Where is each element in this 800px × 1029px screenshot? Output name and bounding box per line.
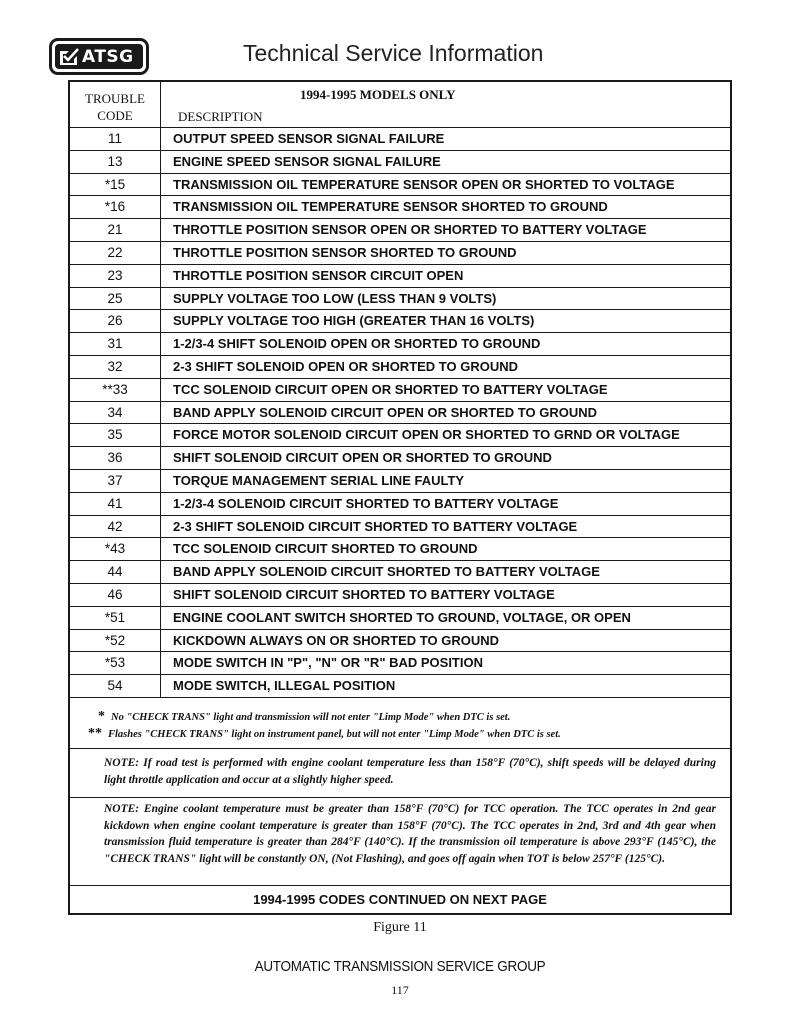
trouble-code: *52 [104,632,126,648]
page-title: Technical Service Information [243,40,544,66]
table-bottom-border [70,697,730,698]
divider [70,885,730,886]
trouble-code: 42 [107,518,123,534]
code-description: SHIFT SOLENOID CIRCUIT OPEN OR SHORTED TO GROUND [173,450,552,466]
table-row [70,674,730,697]
header-description: DESCRIPTION [178,109,263,124]
logo-text: ATSG [82,46,134,67]
code-description: TRANSMISSION OIL TEMPERATURE SENSOR SHORTED TO GROUND [173,199,608,215]
trouble-code: 46 [107,586,123,602]
table-row [70,515,730,538]
header-code-line2: CODE [97,108,133,123]
trouble-code: *53 [104,655,126,671]
table-row [70,651,730,674]
table-row [70,309,730,332]
code-description: THROTTLE POSITION SENSOR CIRCUIT OPEN [173,267,464,283]
trouble-code: 35 [107,427,123,443]
trouble-code: *51 [104,609,126,625]
trouble-code: 31 [107,336,123,352]
code-description: SUPPLY VOLTAGE TOO HIGH (GREATER THAN 16 VOLTS) [173,313,535,329]
trouble-code: 37 [107,472,123,488]
table-row [70,218,730,241]
note-tcc-operation: NOTE: Engine coolant temperature must be greater than 158°F (70°C) for TCC operation. The TCC operates in 2nd gear kickdown when engine coolant temperature is greater than 158°F (70°C). The TCC operates in 2nd, 3rd and 4th gear when transmission fluid temperature is greater than 284°F (140°C). If the transmission oil temperature is above 293°F (145°C), the "CHECK TRANS" light will be constantly ON, (Not Flashing), and goes off again when TOT is below 257°F (125°C). [104,803,716,865]
trouble-code: 22 [107,244,123,260]
code-description: SUPPLY VOLTAGE TOO LOW (LESS THAN 9 VOLTS) [173,290,497,306]
note-road-test: NOTE: If road test is performed with engine coolant temperature less than 158°F (70°C), shift speeds will be delayed during light throttle application and occur at a slightly higher speed. [104,757,716,786]
trouble-code: 23 [107,267,123,283]
footnote-double-star [88,726,561,742]
code-description: SHIFT SOLENOID CIRCUIT SHORTED TO BATTERY VOLTAGE [173,586,555,602]
table-row [70,469,730,492]
table-row [70,423,730,446]
trouble-code: 44 [107,564,123,580]
trouble-code: 26 [107,313,123,329]
table-row [70,537,730,560]
checkmark-icon [59,48,79,66]
code-description: KICKDOWN ALWAYS ON OR SHORTED TO GROUND [173,632,499,648]
code-description: BAND APPLY SOLENOID CIRCUIT OPEN OR SHORTED TO GROUND [173,404,597,420]
table-row [70,378,730,401]
header-trouble-code [70,90,160,124]
footnote-text: No "CHECK TRANS" light and transmission will not enter "Limp Mode" when DTC is set. [111,712,511,723]
table-row [70,332,730,355]
table-row [70,560,730,583]
table-row [70,150,730,173]
code-description: OUTPUT SPEED SENSOR SIGNAL FAILURE [173,131,445,146]
table-body [70,127,730,698]
table-row [70,264,730,287]
header-code-line1: TROUBLE [85,91,145,106]
header-models: 1994-1995 MODELS ONLY [300,87,456,102]
table-row [70,446,730,469]
code-description: 1-2/3-4 SHIFT SOLENOID OPEN OR SHORTED TO GROUND [173,336,541,352]
trouble-code: *16 [104,199,126,215]
trouble-code: 41 [107,495,123,511]
code-description: FORCE MOTOR SOLENOID CIRCUIT OPEN OR SHORTED TO GRND OR VOLTAGE [173,427,680,443]
table-row [70,629,730,652]
trouble-code: 25 [107,290,123,306]
divider [70,748,730,749]
table-row [70,606,730,629]
code-description: THROTTLE POSITION SENSOR OPEN OR SHORTED TO BATTERY VOLTAGE [173,222,647,238]
page-number: 117 [391,983,409,997]
code-description: TCC SOLENOID CIRCUIT OPEN OR SHORTED TO BATTERY VOLTAGE [173,381,608,397]
trouble-code: 54 [107,678,123,694]
code-description: MODE SWITCH IN "P", "N" OR "R" BAD POSITION [173,655,483,671]
table-row [70,195,730,218]
trouble-code-table [68,80,732,915]
trouble-code: 32 [107,358,123,374]
code-description: 2-3 SHIFT SOLENOID CIRCUIT SHORTED TO BATTERY VOLTAGE [173,518,578,534]
trouble-code: 36 [107,450,123,466]
table-row [70,127,730,150]
trouble-code: 21 [107,222,123,238]
footnote-mark: * [98,709,105,724]
table-row [70,492,730,515]
table-row [70,173,730,196]
code-description: 1-2/3-4 SOLENOID CIRCUIT SHORTED TO BATTERY VOLTAGE [173,495,559,511]
table-row [70,287,730,310]
trouble-code: 13 [107,153,123,169]
code-description: MODE SWITCH, ILLEGAL POSITION [173,678,396,694]
figure-caption: Figure 11 [373,920,427,935]
atsg-logo [49,38,149,75]
code-description: THROTTLE POSITION SENSOR SHORTED TO GROUND [173,244,517,260]
footnote-text: Flashes "CHECK TRANS" light on instrument panel, but will not enter "Limp Mode" when DTC is set. [108,729,561,740]
trouble-code: **33 [102,381,128,397]
code-description: TCC SOLENOID CIRCUIT SHORTED TO GROUND [173,541,478,557]
table-row [70,583,730,606]
code-description: TRANSMISSION OIL TEMPERATURE SENSOR OPEN OR SHORTED TO VOLTAGE [173,176,675,192]
trouble-code: *43 [104,541,126,557]
trouble-code: 34 [107,404,123,420]
divider [70,797,730,798]
trouble-code: 11 [107,131,122,146]
table-row [70,401,730,424]
code-description: 2-3 SHIFT SOLENOID OPEN OR SHORTED TO GROUND [173,358,519,374]
code-description: BAND APPLY SOLENOID CIRCUIT SHORTED TO BATTERY VOLTAGE [173,564,600,580]
code-description: ENGINE COOLANT SWITCH SHORTED TO GROUND, VOLTAGE, OR OPEN [173,609,631,625]
footnote-single-star [98,709,510,725]
footnote-mark: ** [88,726,102,741]
continued-notice: 1994-1995 CODES CONTINUED ON NEXT PAGE [253,892,547,907]
table-row [70,241,730,264]
footer-organization: AUTOMATIC TRANSMISSION SERVICE GROUP [254,958,546,975]
trouble-code: *15 [104,176,126,192]
code-description: TORQUE MANAGEMENT SERIAL LINE FAULTY [173,472,465,488]
table-row [70,355,730,378]
code-description: ENGINE SPEED SENSOR SIGNAL FAILURE [173,153,441,169]
